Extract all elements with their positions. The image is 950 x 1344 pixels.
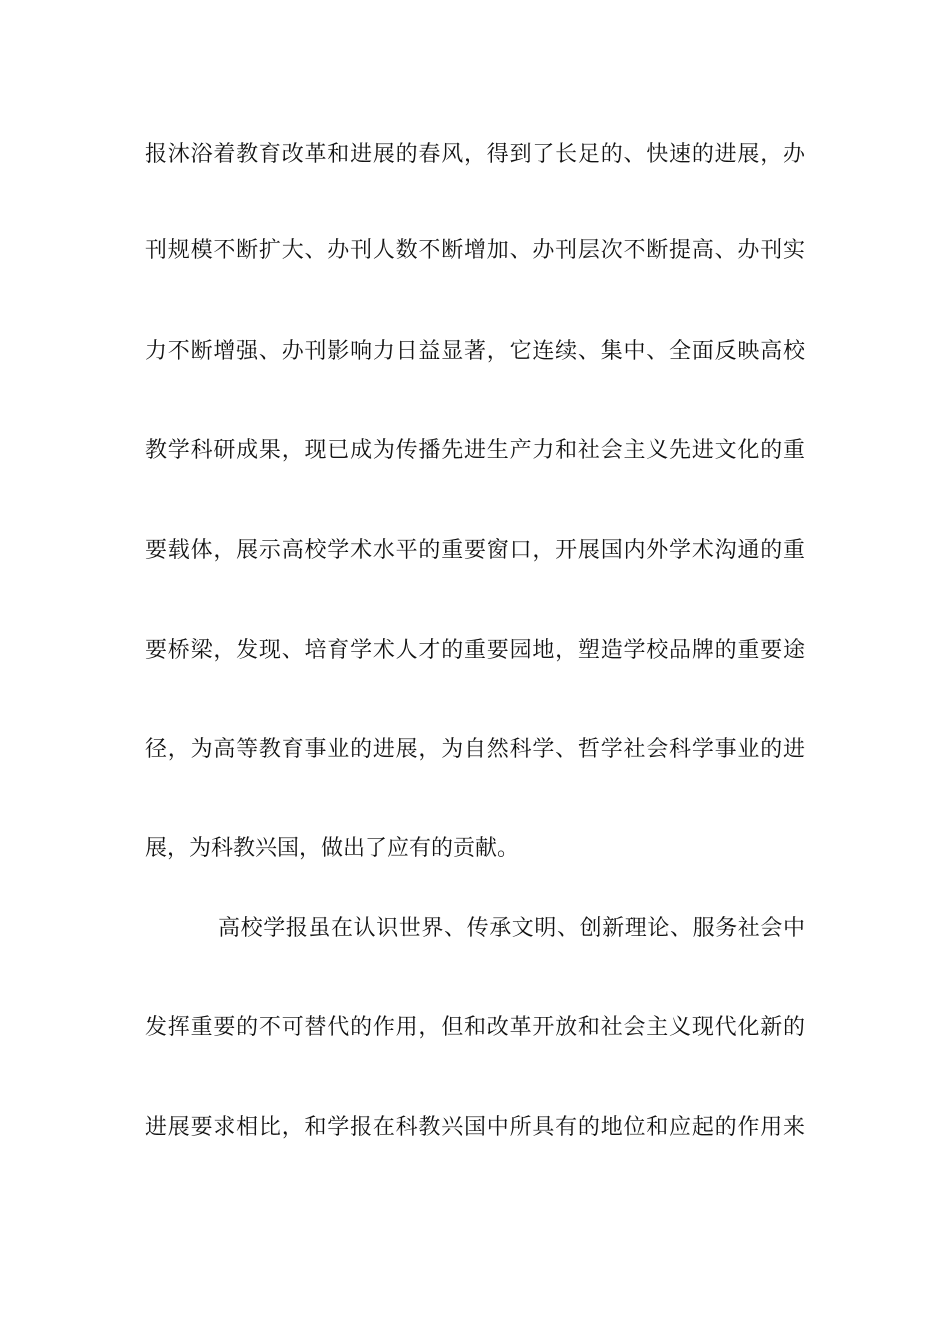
text-line-5: 要载体，展示高校学术水平的重要窗口，开展国内外学术沟通的重	[145, 538, 805, 563]
text-line-2: 刊规模不断扩大、办刊人数不断增加、办刊层次不断提高、办刊实	[145, 238, 805, 263]
text-line-3: 力不断增强、办刊影响力日益显著，它连续、集中、全面反映高校	[145, 339, 805, 364]
text-line-6: 要桥梁，发现、培育学术人才的重要园地，塑造学校品牌的重要途	[145, 638, 805, 663]
text-line-7: 径，为高等教育事业的进展，为自然科学、哲学社会科学事业的进	[145, 737, 805, 762]
paragraph-2-line-3: 进展要求相比，和学报在科教兴国中所具有的地位和应起的作用来	[145, 1115, 805, 1140]
text-line-4: 教学科研成果，现已成为传播先进生产力和社会主义先进文化的重	[145, 438, 805, 463]
paragraph-2-line-2: 发挥重要的不可替代的作用，但和改革开放和社会主义现代化新的	[145, 1015, 805, 1040]
text-line-8: 展，为科教兴国，做出了应有的贡献。	[145, 836, 520, 861]
text-line-1: 报沐浴着教育改革和进展的春风，得到了长足的、快速的进展，办	[145, 142, 805, 167]
paragraph-2-line-1: 高校学报虽在认识世界、传承文明、创新理论、服务社会中	[218, 916, 805, 941]
